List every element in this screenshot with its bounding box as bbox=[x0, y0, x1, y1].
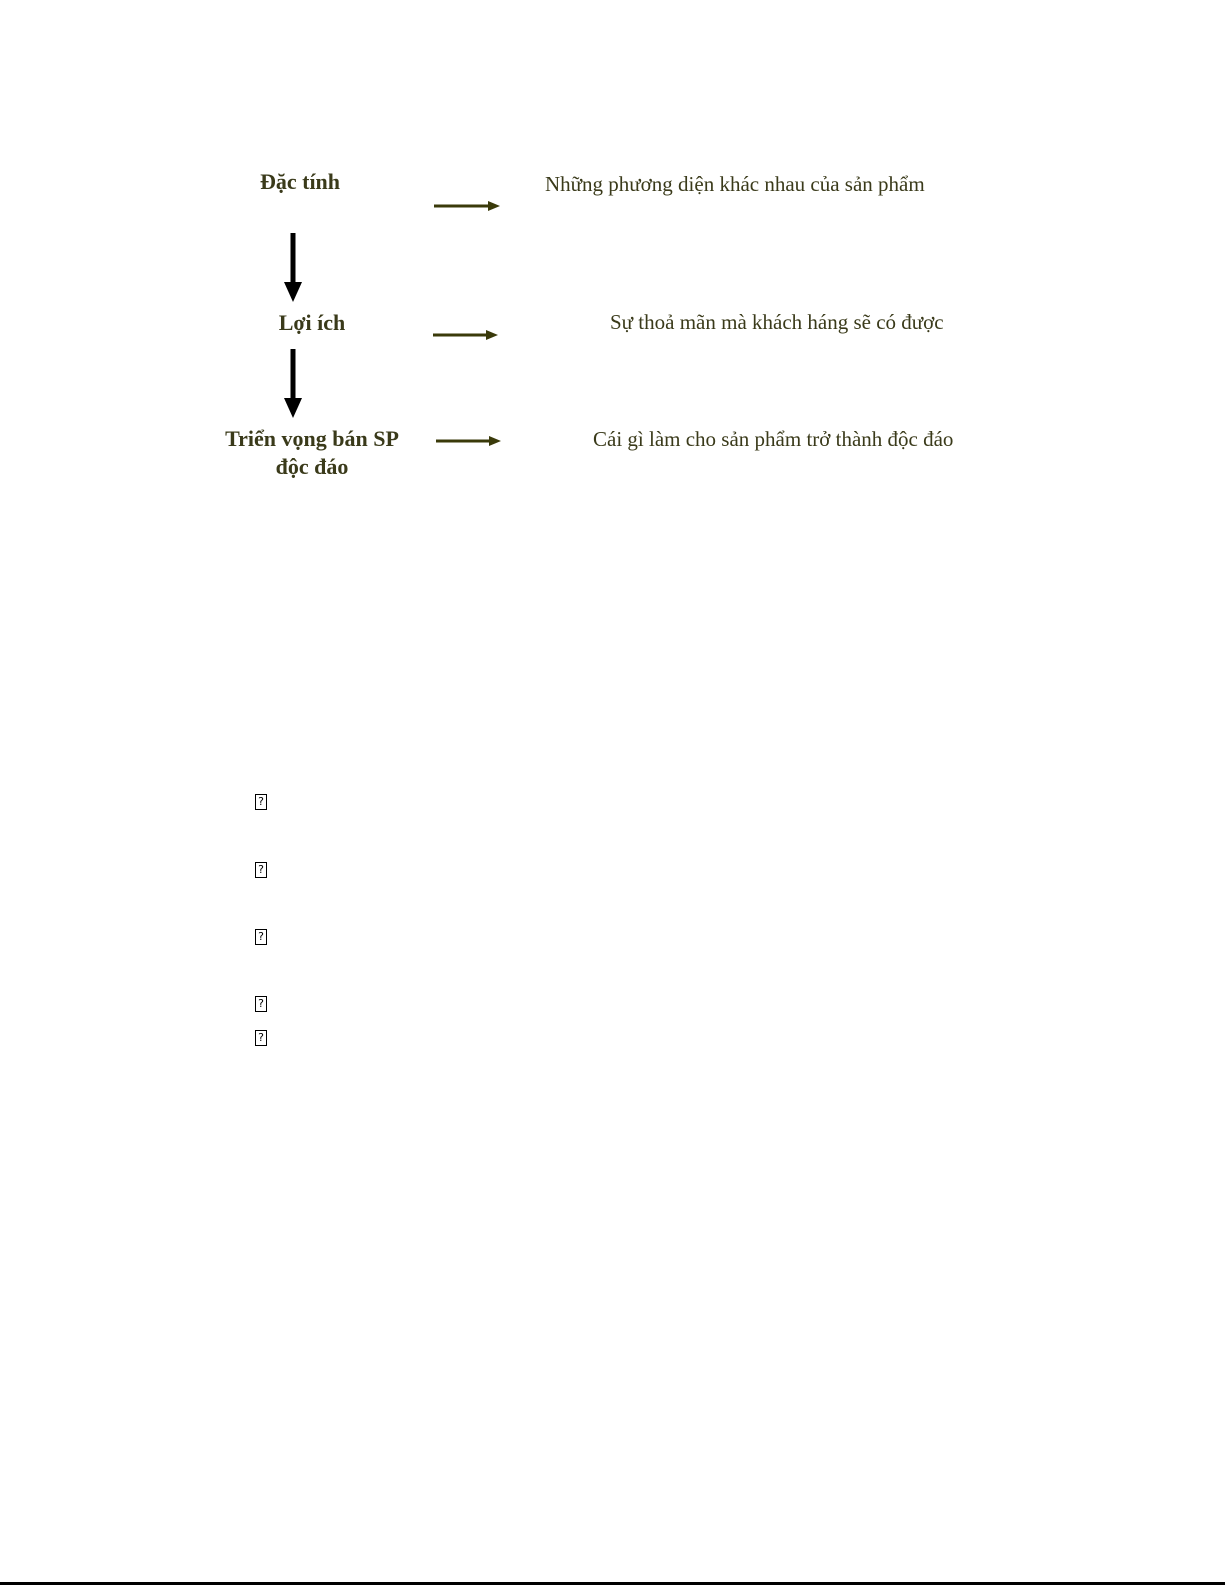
missing-glyph-bullet: ? bbox=[255, 929, 267, 945]
node-usp bbox=[212, 425, 412, 481]
node-feature-label: Đặc tính bbox=[259, 169, 341, 194]
missing-glyph-bullet: ? bbox=[255, 996, 267, 1012]
desc-benefit: Sự thoả mãn mà khách háng sẽ có được bbox=[610, 310, 944, 334]
down-arrow-1 bbox=[284, 233, 302, 302]
node-usp-label-line2: độc đáo bbox=[275, 454, 349, 479]
right-arrow-3 bbox=[436, 436, 501, 446]
bullet-list bbox=[255, 790, 285, 1060]
down-arrow-2 bbox=[284, 349, 302, 418]
node-usp-label-line1: Triển vọng bán SP bbox=[225, 426, 399, 451]
node-feature bbox=[250, 168, 350, 196]
desc-usp: Cái gì làm cho sản phẩm trở thành độc đáo bbox=[593, 427, 954, 451]
feature-benefit-diagram bbox=[0, 0, 1225, 520]
right-arrow-1 bbox=[434, 201, 500, 211]
missing-glyph-bullet: ? bbox=[255, 794, 267, 810]
node-benefit-label: Lợi ích bbox=[278, 310, 346, 335]
right-arrow-2 bbox=[433, 330, 498, 340]
missing-glyph-bullet: ? bbox=[255, 1030, 267, 1046]
desc-feature: Những phương diện khác nhau của sản phẩm bbox=[545, 172, 925, 196]
node-benefit bbox=[262, 309, 362, 337]
missing-glyph-bullet: ? bbox=[255, 862, 267, 878]
